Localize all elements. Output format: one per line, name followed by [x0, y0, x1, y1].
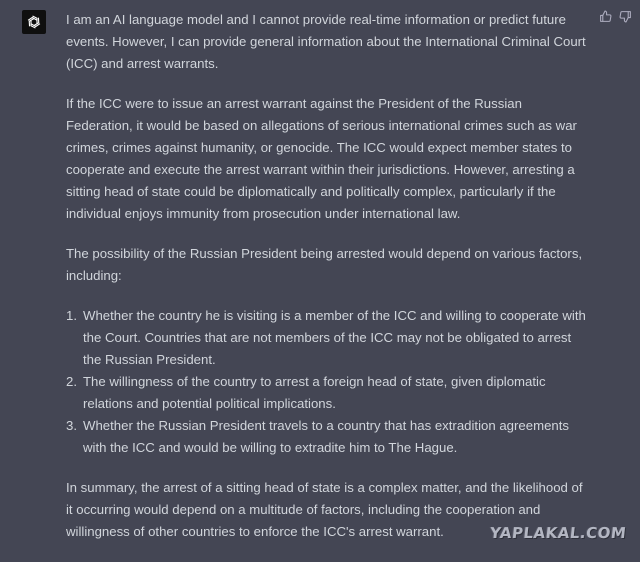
assistant-avatar	[22, 10, 46, 34]
openai-logo-icon	[25, 13, 43, 31]
list-item	[66, 305, 586, 371]
thumbs-down-button[interactable]	[618, 12, 632, 26]
thumbs-up-icon	[599, 8, 612, 30]
site-watermark: YAPLAKAL.COM	[488, 524, 627, 542]
factors-list	[66, 305, 586, 459]
paragraph-summary: In summary, the arrest of a sitting head of state is a complex matter, and the likelihood of it occurring would depend on a multitude of factors, including the cooperation and willingness of other countries to enforce the ICC's arrest warrant.	[66, 480, 583, 539]
feedback-buttons	[598, 12, 632, 26]
list-item	[66, 415, 586, 459]
thumbs-up-button[interactable]	[598, 12, 612, 26]
list-item-number: 3.	[66, 418, 77, 433]
list-item-text: Whether the Russian President travels to a country that has extradition agreements with the ICC and would be willing to extradite him to The Hague.	[83, 418, 569, 455]
paragraph-intro: I am an AI language model and I cannot provide real-time information or predict future events. However, I can provide general information about the International Criminal Court (ICC) and arrest warrants.	[66, 12, 586, 71]
list-item-number: 2.	[66, 374, 77, 389]
list-item	[66, 371, 586, 415]
paragraph-warrant: If the ICC were to issue an arrest warrant against the President of the Russian Federation, it would be based on allegations of serious international crimes such as war crimes, crimes against humanity, or genocide. The ICC would expect member states to cooperate and execute the arrest warrant within their jurisdictions. However, arresting a sitting head of state could be diplomatically and politically complex, particularly if the individual enjoys immunity from prosecution under international law.	[66, 96, 577, 221]
paragraph-factors-intro: The possibility of the Russian President being arrested would depend on various factors, including:	[66, 246, 583, 283]
message-body	[66, 9, 586, 561]
list-item-text: Whether the country he is visiting is a member of the ICC and willing to cooperate with the Court. Countries that are not members of the ICC may not be obligated to arrest the Russian President.	[83, 308, 586, 367]
list-item-number: 1.	[66, 308, 77, 323]
list-item-text: The willingness of the country to arrest a foreign head of state, given diplomatic relations and potential political implications.	[83, 374, 546, 411]
thumbs-down-icon	[619, 8, 632, 30]
